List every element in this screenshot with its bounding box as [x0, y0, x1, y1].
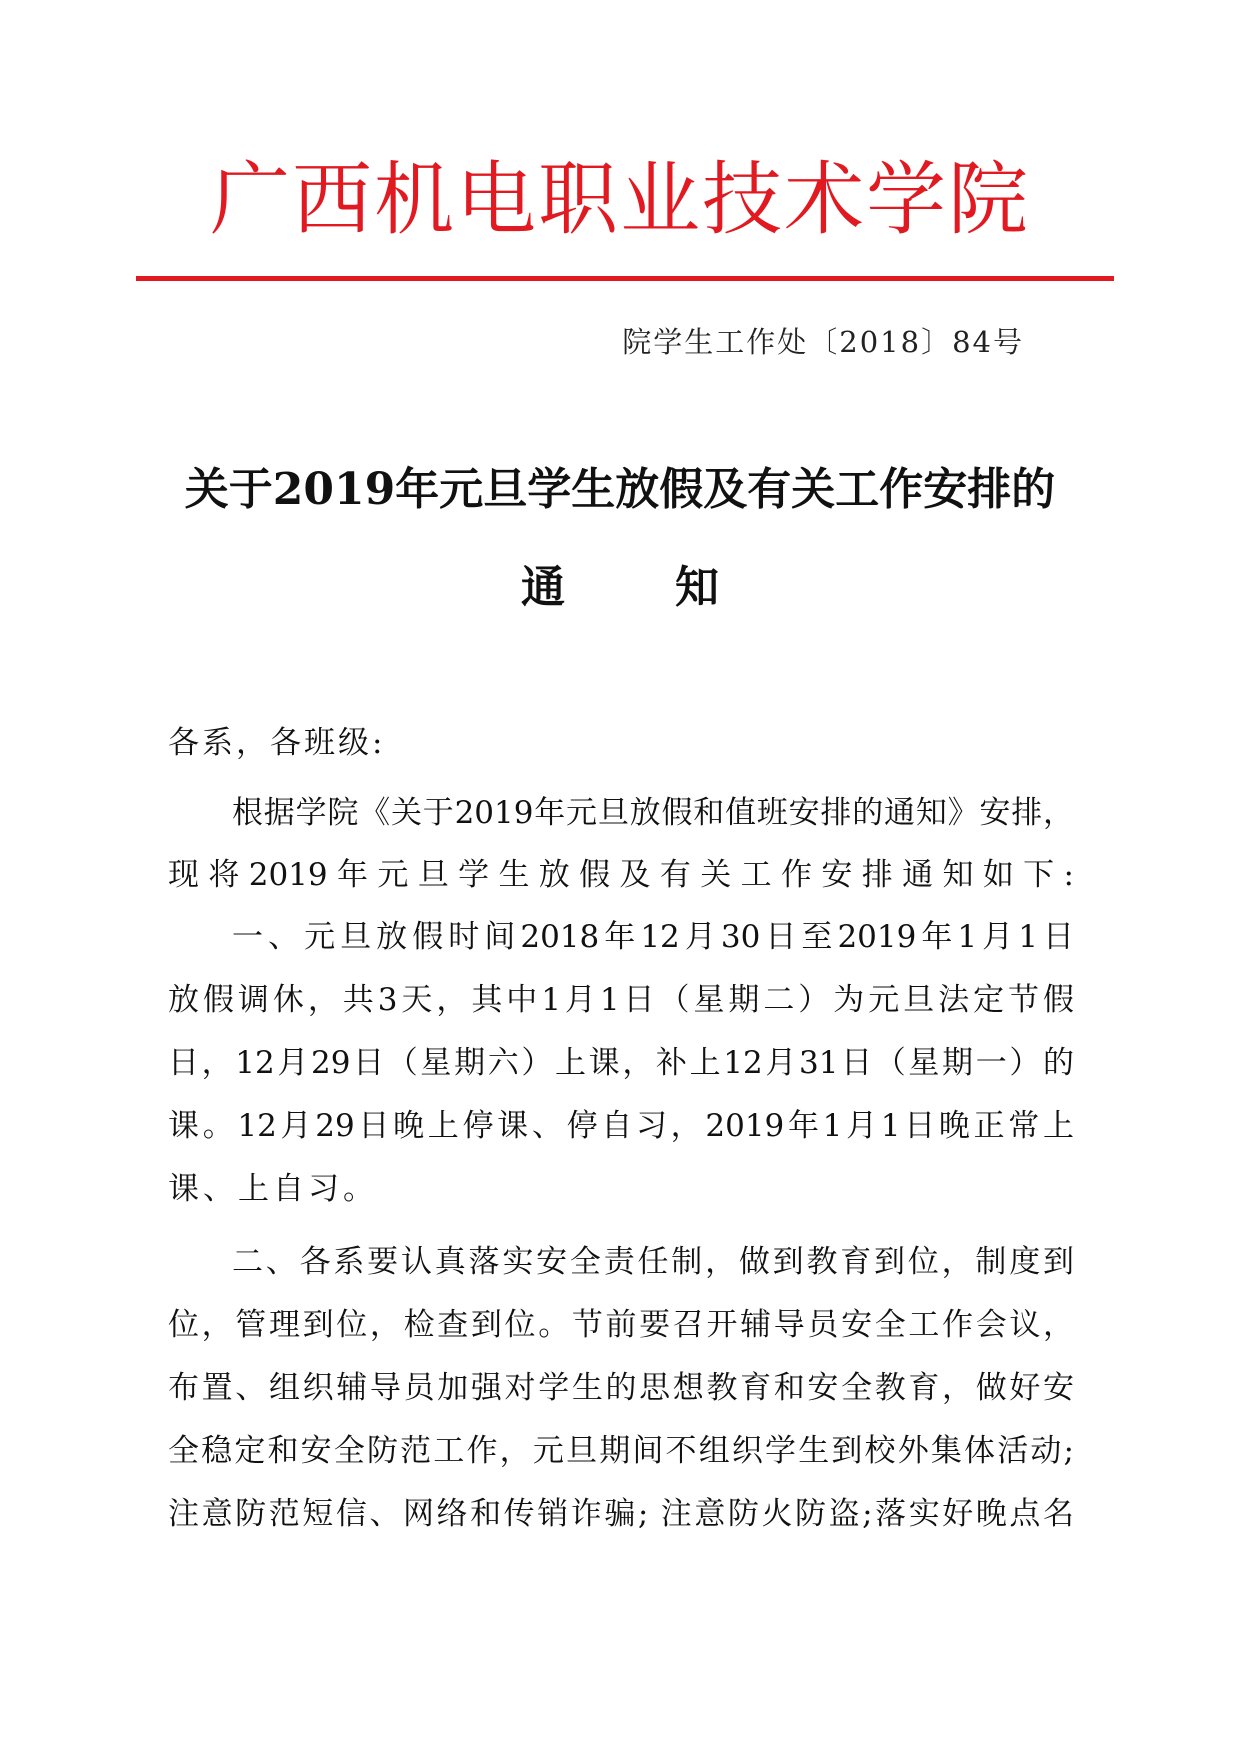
body-line: 全稳定和安全防范工作，元旦期间不组织学生到校外集体活动; — [168, 1433, 1074, 1469]
red-header-rule — [136, 276, 1114, 281]
body-line: 注意防范短信、网络和传销诈骗; 注意防火防盗;落实好晚点名 — [168, 1496, 1074, 1532]
body-line: 课。12月29日晚上停课、停自习，2019年1月1日晚正常上 — [168, 1108, 1074, 1144]
body-line: 二、各系要认真落实安全责任制，做到教育到位，制度到 — [232, 1244, 1074, 1280]
document-number: 院学生工作处〔2018〕84号 — [622, 325, 1024, 359]
institution-masthead: 广西机电职业技术学院 — [210, 153, 1030, 246]
body-line: 一、元旦放假时间2018年12月30日至2019年1月1日 — [232, 919, 1074, 955]
notice-title-char-1: 通 — [521, 562, 565, 613]
salutation: 各系，各班级: — [168, 725, 386, 761]
notice-title-line1: 关于2019年元旦学生放假及有关工作安排的 — [184, 464, 1056, 515]
body-line: 位，管理到位，检查到位。节前要召开辅导员安全工作会议， — [168, 1307, 1074, 1343]
body-line: 现将2019年元旦学生放假及有关工作安排通知如下: — [168, 857, 1074, 893]
notice-title-char-2: 知 — [675, 562, 719, 613]
body-line: 布置、组织辅导员加强对学生的思想教育和安全教育，做好安 — [168, 1370, 1074, 1406]
body-line: 日，12月29日（星期六）上课，补上12月31日（星期一）的 — [168, 1045, 1074, 1081]
notice-title-line2 — [0, 558, 1240, 618]
body-line: 根据学院《关于2019年元旦放假和值班安排的通知》安排， — [232, 795, 1074, 831]
body-line: 放假调休，共3天，其中1月1日（星期二）为元旦法定节假 — [168, 982, 1074, 1018]
body-line: 课、上自习。 — [168, 1171, 378, 1207]
